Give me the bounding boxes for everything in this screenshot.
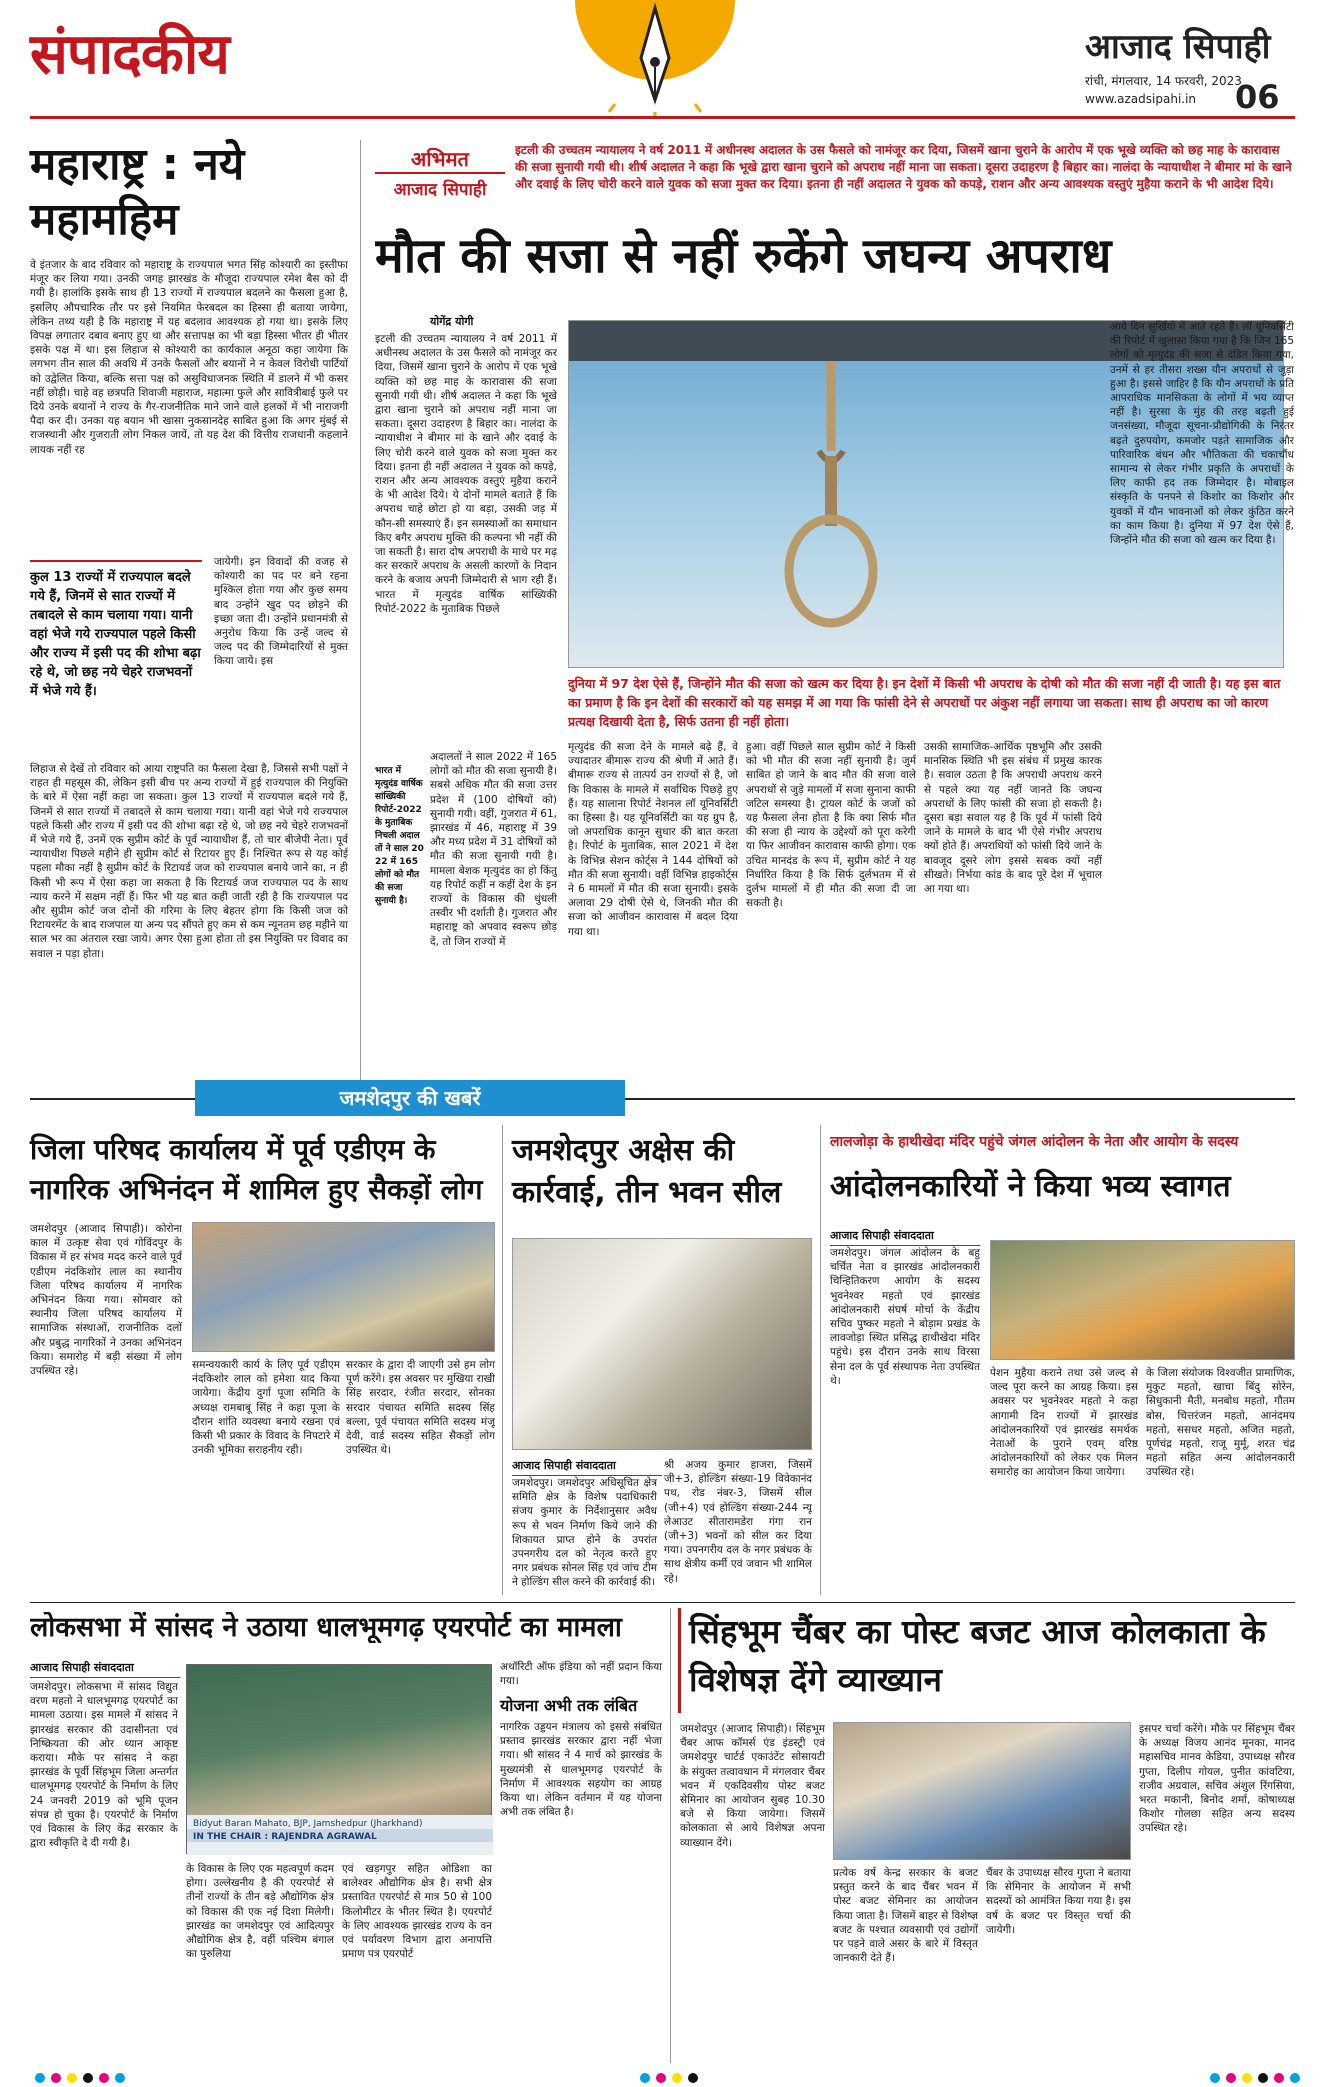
registration-dot [1242,2073,1252,2083]
story1-body: जमशेदपुर (आजाद सिपाही)। कोरोना काल में उत्कृष्ट सेवा एवं गोविंदपुर के विकास में हर संभव मदद करने वाले पूर्व एडीएम नंदकिशोर लाल का स्थानीय जिला परिषद कार्यालय में नागरिक अभिनंदन किया गया। सोमवार को स्थानीय जिला परिषद कार्यालय में सामाजिक संस्थाओं, राजनीतिक दलों और प्रबुद्ध नागरिकों ने उनका अभिनंदन किया। समारोह में बड़ी संख्या में लोग उपस्थित रहे। [30,1223,182,1378]
story4-body: जमशेदपुर। लोकसभा में सांसद विद्युत वरण महतो ने धालभूमगढ़ एयरपोर्ट का मामला उठाया। इस मामले में सांसद ने झारखंड सरकार की उदासीनता एवं निष्क्रियता की ओर ध्यान आकृष्ट कराया। मौके पर सांसद ने कहा झारखंड के पूर्वी सिंहभूम जिला अन्तर्गत धालभूमगढ़ एयरपोर्ट के निर्माण के लिए 24 जनवरी 2019 को भूमि पूजन संपन्न हो चुका है। एयरपोर्ट के निर्माण एवं विकास के लिए केंद्र सरकार के द्वारा स्वीकृति दे दी गयी है। [30,1681,178,1850]
story5-headline-box [678,1608,1295,1713]
story5-body-3: चैंबर के उपाध्यक्ष सौरव गुप्ता ने बताया कि सेमिनार के आयोजन में सभी सदस्यों को आमंत्रित किया गया है। इस वर्ष के बजट पर विस्तृत चर्चा की जायेगी। [986,1867,1131,1936]
page-number: 06 [1235,78,1280,116]
story1-headline: जिला परिषद कार्यालय में पूर्व एडीएम के नागरिक अभिनंदन में शामिल हुए सैकड़ों लोग [30,1133,483,1206]
abhimat-col-3: मृत्युदंड की सजा देने के मामले बढ़े हैं, वे ज्यादातर बीमारू राज्य की श्रेणी में आते हैं। बीमारू राज्य से तात्पर्य उन राज्यों से है, जो कि विकास के मामले में सर्वाधिक पिछड़े हुए हैं। यह सालाना रिपोर्ट नेशनल लॉ यूनिवर्सिटी का हिस्सा है। यह यूनिवर्सिटी का यह ग्रुप है, जो अपराधिक कानून सुधार की बात करता है। रिपोर्ट के मुताबिक, साल 2021 में देश के विभिन्न सेशन कोर्ट्स ने 144 दोषियों को मौत की सजा सुनायी। वहीं विभिन्न हाइकोर्ट्स ने 6 मामलों में मौत की सजा सुनायी। इसके अलावा 29 दोषी ऐसे थे, जिनकी मौत की सजा को आजीवन कारावास में बदल दिया गया था। [568,741,738,938]
editorial-pullquote-text: कुल 13 राज्यों में राज्यपाल बदले गये हैं, जिनमें से सात राज्यों में तबादले से काम चलाया गया। यानी वहां भेजे गये राज्यपाल पहले किसी और राज्य में इसी पद की शोभा बढ़ा रहे थे, जो छह नये चेहरे राजभवनों में भेजे गये हैं। [30,570,201,699]
story2-body-2: श्री अजय कुमार हाजरा, जिसमें जी+3, होल्डिंग संख्या-19 विवेकानंद पथ, रोड नंबर-3, जिसमें सील (जी+4) एवं होल्डिंग संख्या-244 न्यू लेआउट सीतारामडेरा गंगा रान (जी+3) भवनों को सील कर दिया गया। उपनगरीय दल के नगर प्रबंधक के साथ क्षेत्रीय कर्मी एवं जवान भी शामिल रहे। [664,1459,812,1585]
registration-dot [67,2073,77,2083]
registration-dot [672,2073,682,2083]
abhimat-label [375,145,505,200]
registration-dot [640,2073,650,2083]
story5-body-2: प्रत्येक वर्ष केन्द्र सरकार के बजट प्रस्तुत करने के बाद चैंबर भवन में पोस्ट बजट सेमिनार का आयोजन किया जाता है। जिसमें बाहर से विशेष्ज्ञ बजट के पश्चात व्यवसायी एवं उद्योगों पर पड़ने वाले असर के बारे में विस्तृत जानकारी देते हैं। [833,1867,978,1965]
registration-dot [1210,2073,1220,2083]
story4-subhead: योजना अभी तक लंबित [500,1696,638,1715]
registration-marks-center [640,2068,704,2087]
story5-body-4: इसपर चर्चा करेंगे। मौके पर सिंहभूम चैंबर के अध्यक्ष विजय आनंद मूनका, मानद महासचिव मानव केडिया, उपाध्यक्ष सौरव गुप्ता, दिलीप गोयल, पुनीत कांवटिया, राजीव अग्रवाल, सचिव अंशुल रिंगसिया, भरत मकानी, बिनोद शर्मा, कोषाध्यक्ष किशोर गोलछा सहित अन्य सदस्य उपस्थित रहे। [1139,1723,1295,1835]
registration-dot [99,2073,109,2083]
editorial-title-line1: महाराष्ट्र : नये [30,139,245,190]
registration-marks-left [35,2068,131,2087]
story5-headline: सिंहभूम चैंबर का पोस्ट बजट आज कोलकाता के विशेषज्ञ देंगे व्याख्यान [689,1612,1266,1699]
abhimat-col-6: आये दिन सुर्खियों में आते रहते हैं। लॉ यूनिवर्सिटी की रिपोर्ट में खुलासा किया गया है कि जिन 165 लोगों को मृत्युदंड की सजा से दंडित किया गया, उनमें से हर तीसरा शख्स यौन अपराधों से जुड़ा हुआ है। इससे जाहिर है कि यौन अपराधों के प्रति आपराधिक मानसिकता के लोगों में भय व्याप्त नहीं है। सुरसा के मुंह की तरह बढ़ती हुई जनसंख्या, मौजूदा सूचना-प्रौद्योगिकी के निरंतर बढ़ते दुरुपयोग, कमजोर पड़ते सामाजिक और पारिवारिक बंधन और भौतिकता की चकाचौंध सामान्य से लेकर गंभीर प्रकृति के अपराधों के लिए काफी हद तक जिम्मेदार है। मोबाइल संस्कृति के पनपने से किशोर का किशोर और युवकों में यौन भावनाओं को लेकर कुंठित करने का काम किया है। दुनिया में 97 देश ऐसे हैं, जिन्होंने मौत की सजा को खत्म कर दिया है। [1110,321,1294,547]
story3-body-2: पेशन मुहैया कराने तथा उसे जल्द से जल्द पूरा करने का आग्रह किया। इस अवसर पर भुवनेश्वर महतो ने कहा आगामी दिन राज्यों में झारखंड आंदोलनकारियों एवं झारखंड समर्थक नेताओं के पुराने एवम् वरिष्ठ आंदोलनकारियों को लेकर एक मिलन समारोह का आयोजन किया जायेगा। [990,1367,1138,1479]
story4-body-2: के विकास के लिए एक महत्वपूर्ण कदम होगा। उल्लेखनीय है की एयरपोर्ट से तीनों राज्यों के तीन बड़े औद्योगिक क्षेत्र को विकास की एक नई दिशा मिलेगी। झारखंड का जमशेदपुर एवं आदित्यपुर औद्योगिक क्षेत्र है, वहीं पश्चिम बंगाल का पुरुलिया [186,1863,334,1961]
story2-byline: आजाद सिपाही संवाददाता [512,1458,662,1476]
registration-dot [1274,2073,1284,2083]
registration-dot [83,2073,93,2083]
story4-body-3: एवं खड़गपुर सहित ओडिशा का बालेश्वर औद्योगिक क्षेत्र है। सभी क्षेत्र प्रस्तावित एयरपोर्ट से मात्र 50 से 100 किलोमीटर के भीतर स्थित है। एयरपोर्ट के लिए आवश्यक झारखंड राज्य के वन एवं पर्यावरण विभाग द्वारा अनापत्ति प्रमाण पत्र एयरपोर्ट [342,1863,492,1961]
registration-dot [35,2073,45,2083]
column-divider [360,140,361,1090]
story5-body: जमशेदपुर (आजाद सिपाही)। सिंहभूम चैंबर आफ कॉमर्स एंड इंडस्ट्री एवं जमशेदपुर चार्टर्ड एकाउंटेंट सोसायटी के संयुक्त तत्वावधान में मंगलवार चैंबर भवन में एकदिवसीय पोस्ट बजट सेमिनार का आयोजन सुबह 10.30 बजे से किया जायेगा। जिसमें कोलकाता से आये विशेषज्ञ अपना व्याख्यान देंगे। [680,1723,825,1849]
abhimat-intro: इटली की उच्चतम न्यायालय ने वर्ष 2011 में अधीनस्थ अदालत के उस फैसले को नामंजूर कर दिया, जिसमें खाना चुराने के आरोप में एक भूखे व्यक्ति को छह माह के कारावास की सजा सुनायी गयी थी। शीर्ष अदालत ने कहा कि भूखे द्वारा खाना चुराने को अपराध नहीं माना जा सकता। दूसरा उदाहरण है बिहार का। नालंदा के न्यायाधीश ने बीमार मां के खाने और दवाई के लिए चोरी करने वाले युवक को सजा मुक्त कर दिया। इतना ही नहीं अदालत ने युवक को कपड़े, राशन और अन्य आवश्यक वस्तुएं मुहैया कराने के भी आदेश दिये। [515,143,1292,191]
registration-dot [51,2073,61,2083]
masthead-divider [30,116,1295,119]
story1-photo [192,1222,495,1352]
story1-body-3: सरकार के द्वारा दी जाएगी उसे हम लोग पूर्ण करेंगे। इस अवसर पर मुखिया राखी सिंह सरदार, रंजीत सरदार, सोनका सरदार पंचायत समिति सदस्य सिंह बल्ला, पूर्व पंचायत समिति सदस्य मंजू देवी, वार्ड सदस्य सहित सैकड़ों लोग उपस्थित थे। [346,1359,495,1457]
story2-headline: जमशेदपुर अक्षेस की कार्रवाई, तीन भवन सील [512,1133,782,1210]
story2-body: जमशेदपुर। जमशेदपुर अधिसूचित क्षेत्र समिति क्षेत्र के विशेष पदाधिकारी संजय कुमार के निर्देशानुसार अवैध रूप से भवन निर्माण किये जाने की शिकायत प्राप्त होने के उपरांत उपनगरीय दल को नेतृत्व करते हुए नगर प्रबंधक सोनल सिंह एवं जांच टीम ने होल्डिंग सील करने की कार्रवाई की। [512,1477,657,1589]
abhimat-label-bottom: आजाद सिपाही [393,180,487,200]
registration-dot [1290,2073,1300,2083]
lok-sabha-tv-still [186,1664,492,1854]
editorial-body-3: लिहाज से देखें तो रविवार को आया राष्ट्रपति का फैसला देखा है, जिससे सभी पक्षों ने राहत ही महसूस की, लेकिन इसी बीच पर अन्य राज्यों में हुई राज्यपाल की नियुक्ति के बारे में ऐसा नहीं कहा जा सकता। कुल 13 राज्यों में राज्यपाल बदले गये हैं, जिनमें से सात राज्यों में तबादले से काम चलाया गया। यानी वहां भेजे गये राज्यपाल पहले किसी और राज्य में इसी पद की शोभा बढ़ा रहे थे, जो छह नये चेहरे राजभवनों में भेजे गये हैं, उनमें एक सुप्रीम कोर्ट के पूर्व न्यायाधीश हैं, तो चार बीजेपी नेता। पूर्व न्यायाधीश पिछले महीने ही सुप्रीम कोर्ट से रिटायर हुए हैं। निश्चित रूप से यह कोई पहला मौका नहीं है सुप्रीम कोर्ट के रिटायर्ड जज को राज्यपाल बनाये जाने का, न ही किसी भी रूप में ऐसा कहा जा सकता है कि रिटायर्ड जज राज्यपाल पद के साथ न्याय करने में सक्षम नहीं हैं। फिर भी यह बात कही जाती रही है कि राज्यपाल पद और सुप्रीम कोर्ट जज दोनों की गरिमा के लिए बेहतर होगा कि किसी जज को रिटायरमेंट के बाद राजपाल या अन्य पद सौंपते हुए कम से कम न्यूनतम छह महीने या साल भर का अंतराल रखा जाये। अगर ऐसा हुआ होता तो इस नियुक्ति पर विवाद का सवाल न पड़ा होता। [30,763,348,960]
abhimat-label-top: अभिमत [375,145,505,174]
abhimat-sidebar-quote-text: भारत में मृत्युदंड वार्षिक सांख्यिकी रिपोर्ट-2022 के मुताबिक निचली अदालतों ने साल 2022 में 165 लोगों को मौत की सजा सुनायी है। [375,766,424,906]
abhimat-headline: मौत की सजा से नहीं रुकेंगे जघन्य अपराध [375,228,1112,284]
column-divider [502,1125,503,1595]
registration-dot [688,2073,698,2083]
section-divider [30,1602,1295,1603]
masthead [0,0,1325,118]
editorial-body-2: जायेगी। इन विवादों की वजह से कोश्यारी का पद पर बने रहना मुश्किल होता गया और कुछ समय बाद उन्होंने खुद पद छोड़ने की इच्छा जता दी। उन्होंने प्रधानमंत्री से अनुरोध किया कि उन्हें जल्द से जल्द पद की जिम्मेदारियों से मुक्त किया जाये। इस [214,556,348,668]
dateline: रांची, मंगलवार, 14 फरवरी, 2023 [1085,74,1242,88]
website[interactable]: www.azadsipahi.in [1085,92,1197,106]
tv-caption-box [187,1815,493,1855]
registration-dot [115,2073,125,2083]
editorial-pullquote [30,560,202,701]
story4-body-4-top: अथॉरिटी ऑफ इंडिया को नहीं प्रदान किया गया। [500,1661,662,1688]
abhimat-col-4: हुआ। वहीं पिछले साल सुप्रीम कोर्ट ने किसी को भी मौत की सजा नहीं सुनायी है। जुर्म साबित हो जाने के बाद मौत की सजा वाले अपराधों से जुड़े मामलों में सजा सुनाना काफी जटिल समस्या है। ट्रायल कोर्ट के जजों को यह फैसला लेना होता है कि क्या सिर्फ मौत की सजा ही न्याय के उद्देश्यों को पूरा करेगी या फिर आजीवन कारावास काफी होगा। एक उचित मानदंड के रूप में, सुप्रीम कोर्ट ने यह निर्धारित किया है कि सिर्फ दुर्लभतम में से दुर्लभ मामलों में ही मौत की सजा दी जा सकती है। [746,741,916,910]
registration-dot [1258,2073,1268,2083]
noose-photo-caption: दुनिया में 97 देश ऐसे हैं, जिन्होंने मौत की सजा को खत्म कर दिया है। इन देशों में किसी भी अपराध के दोषी को मौत की सजा नहीं दी जाती है। यह इस बात का प्रमाण है कि इन देशों की सरकारों को यह समझ में आ गया कि फांसी देने से अपराधों पर अंकुश नहीं लगाया जा सकता। साथ ही अपराध का जो कारण प्रत्यक्ष दिखायी देता है, सिर्फ उतना ही नहीं होता। [568,676,1281,729]
story3-headline: आंदोलनकारियों ने किया भव्य स्वागत [830,1169,1231,1204]
story5-photo [833,1722,1131,1860]
story3-body: जमशेदपुर। जंगल आंदोलन के बहु चर्चित नेता व झारखंड आंदोलनकारी चिन्हितिकरण आयोग के सदस्य भुवनेश्वर महतो एवं झारखंड आंदोलनकारी संघर्ष मोर्चा के केंद्रीय सचिव पुष्कर महतो ने बोड़ाम प्रखंड के लावजोड़ा स्थित प्रसिद्ध हाथीखेदा मंदिर पहुंचे। इस दौरान उनके साथ विरसा सेना दल के पूर्व संस्थापक नेता उपस्थित थे। [830,1247,980,1387]
tv-caption-chair: IN THE CHAIR : RAJENDRA AGRAWAL [187,1829,493,1842]
jamshedpur-banner [195,1080,625,1116]
story4-headline: लोकसभा में सांसद ने उठाया धालभूमगढ़ एयरपोर्ट का मामला [30,1612,622,1643]
abhimat-sidebar-quote [375,765,425,915]
tv-caption-name: Bidyut Baran Mahato, BJP, Jamshedpur (Jharkhand) [193,1819,423,1829]
paper-name: आजाद सिपाही [1085,27,1271,67]
story4-body-4: नागरिक उड्डयन मंत्रालय को इससे संबंधित प्रस्ताव झारखंड सरकार द्वारा नहीं भेजा गया। श्री सांसद ने 4 मार्च को झारखंड के मुख्यमंत्री से धालभूमगढ़ एयरपोर्ट के निर्माण में आवश्यक सहयोग का आग्रह किया था। लेकिन वर्तमान में यह योजना अभी तक लंबित है। [500,1721,662,1819]
story4-byline: आजाद सिपाही संवाददाता [30,1660,180,1678]
story1-body-2: समन्वयकारी कार्य के लिए पूर्व एडीएम नंदकिशोर लाल को हमेशा याद किया जायेगा। केंद्रीय दुर्गा पूजा समिति के अध्यक्ष रामबाबू सिंह ने कहा पूजा के दौरान शांति व्यवस्था बनाये रखना एवं किसी भी प्रकार के विवाद के निपटारे में उनकी भूमिका सराहनीय रही। [192,1359,340,1457]
editorial-title [30,140,350,245]
story3-kicker: लालजोड़ा के हाथीखेदा मंदिर पहुंचे जंगल आंदोलन के नेता और आयोग के सदस्य [830,1134,1239,1150]
abhimat-col-5: उसकी सामाजिक-आर्थिक पृष्ठभूमि और उसकी मानसिक स्थिति भी इस संबंध में प्रमुख कारक है। सवाल उठता है कि अपराधी अपराध करने से पहले क्या यह नहीं जानते कि जघन्य अपराधों के लिए फांसी की सजा हो सकती है। दूसरा बड़ा सवाल यह है कि पूर्व में फांसी दिये जाने के मामले के बाद भी ऐसे गंभीर अपराध क्यों होते हैं। अपराधियों को फांसी दिये जाने के बावजूद दूसरे लोग इससे सबक क्यों नहीं सीखते। निर्भया कांड के बाद पूरे देश में भूचाल आ गया था। [924,741,1102,896]
section-title: संपादकीय [30,22,229,87]
story3-body-3: के जिला संयोजक विश्वजीत प्रामाणिक, मुकुट महतो, खाचा बिंदु सोरेन, सिधुकानी मैती, मनबोध महतो, गौतम बोस, चित्तरंजन महतो, आनंदमय महतो, ससधर महतो, अजित महतो, पूर्णचंद्र महतो, राजू मुर्मू, शरत चंद्र महतो सहित अन्य आंदोलनकारी उपस्थित रहे। [1146,1367,1295,1479]
registration-marks-right [1210,2068,1306,2087]
pen-nib-logo [555,0,755,118]
story3-byline: आजाद सिपाही संवाददाता [830,1228,980,1246]
abhimat-col-1: इटली की उच्चतम न्यायालय ने वर्ष 2011 में अधीनस्थ अदालत के उस फैसले को नामंजूर कर दिया, जिसमें खाना चुराने के आरोप में एक भूखे व्यक्ति को छह माह के कारावास की सजा सुनायी गयी थी। शीर्ष अदालत ने कहा कि भूखे द्वारा खाना चुराने को अपराध नहीं माना जा सकता। दूसरा उदाहरण है बिहार का। नालंदा के न्यायाधीश ने बीमार मां के खाने और दवाई के लिए चोरी करने वाले युवक को सजा मुक्त कर दिया। इतना ही नहीं अदालत ने युवक को कपड़े, राशन और अन्य आवश्यक वस्तुएं मुहैया कराने के भी आदेश दिये। ये दोनों मामले बताते हैं कि अपराध चाहे छोटा हो या बड़ा, उसकी जड़ में कौन-सी समस्याएं हैं। इन समस्याओं का समाधान किए बगैर अपराध मुक्ति की कल्पना भी नहीं की जा सकती है। सारा दोष अपराधी के माथे पर मढ़ कर सरकारें अपराध के असली कारणों के निदान करने के बजाय अपनी जिम्मेदारी से भाग रही हैं। भारत में मृत्युदंड वार्षिक सांख्यिकी रिपोर्ट-2022 के मुताबिक पिछले [375,333,557,615]
abhimat-author: योगेंद्र योगी [430,315,474,328]
jamshedpur-banner-text: जमशेदपुर की खबरें [339,1086,481,1110]
editorial-body-1: वे इंतजार के बाद रविवार को महाराष्ट्र के राज्यपाल भगत सिंह कोश्यारी का इस्तीफा मंजूर कर लिया गया। उनकी जगह झारखंड के मौजूदा राज्यपाल रमेश बैस को दी गयी है। हालांकि इसके साथ ही 13 राज्यों में राज्यपाल बदलने का फैसला हुआ है, इसलिए औपचारिक तौर पर इसे नियमित फेरबदल का हिस्सा ही बताया जायेगा, लेकिन तथ्य यही है कि महाराष्ट्र में यह बदलाव आवश्यक हो गया था। इसके लिए विपक्ष लगातार दबाव बनाए हुए था और सत्तापक्ष का भी बड़ा हिस्सा भीतर ही भीतर इसके पक्ष में था। इस लिहाज से कोश्यारी का कार्यकाल अनूठा कहा जायेगा कि लगभग तीन साल की अवधि में उनके फैसलों और बयानों ने न केवल विरोधी पार्टियों को उद्वेलित किया, बल्कि सत्ता पक्ष को असुविधाजनक स्थिति में डालने में भी कसर नहीं छोड़ी। चाहे वह छत्रपति शिवाजी महाराज, महात्मा फुले और सावित्रीबाई फुले पर दिये उनके बयानों ने राज्य के गैर-राजनीतिक माने जाने वाले हलकों में भी नाराजगी पैदा कर दी। उनका यह बयान भी खासा नुकसानदेह साबित हुआ कि अगर मुंबई से राजस्थानी और गुजराती लोग निकल जायें, तो यह देश की वित्तीय राजधानी कहलाने लायक नहीं रह [30,259,348,456]
story3-photo [990,1240,1295,1360]
column-divider [820,1125,821,1595]
column-divider [670,1608,671,2063]
story2-photo [512,1238,812,1450]
abhimat-col-2: अदालतों ने साल 2022 में 165 लोगों को मौत की सजा सुनायी है। सबसे अधिक मौत की सजा उत्तर प्रदेश में (100 दोषियों को) सुनायी गयी। वहीं, गुजरात में 61, झारखंड में 46, महाराष्ट्र में 39 और मध्य प्रदेश में 31 दोषियों को मौत की सजा सुनायी गयी है। मामला बेशक मृत्युदंड का हो किंतु यह रिपोर्ट कहीं न कहीं देश के इन राज्यों के विकास की धुंधली तस्वीर भी दर्शाती है। गुजरात और महाराष्ट्र को अपवाद स्वरूप छोड़ दें, तो जिन राज्यों में [430,751,557,948]
registration-dot [1226,2073,1236,2083]
registration-dot [656,2073,666,2083]
editorial-title-line2: महामहिम [30,193,179,245]
